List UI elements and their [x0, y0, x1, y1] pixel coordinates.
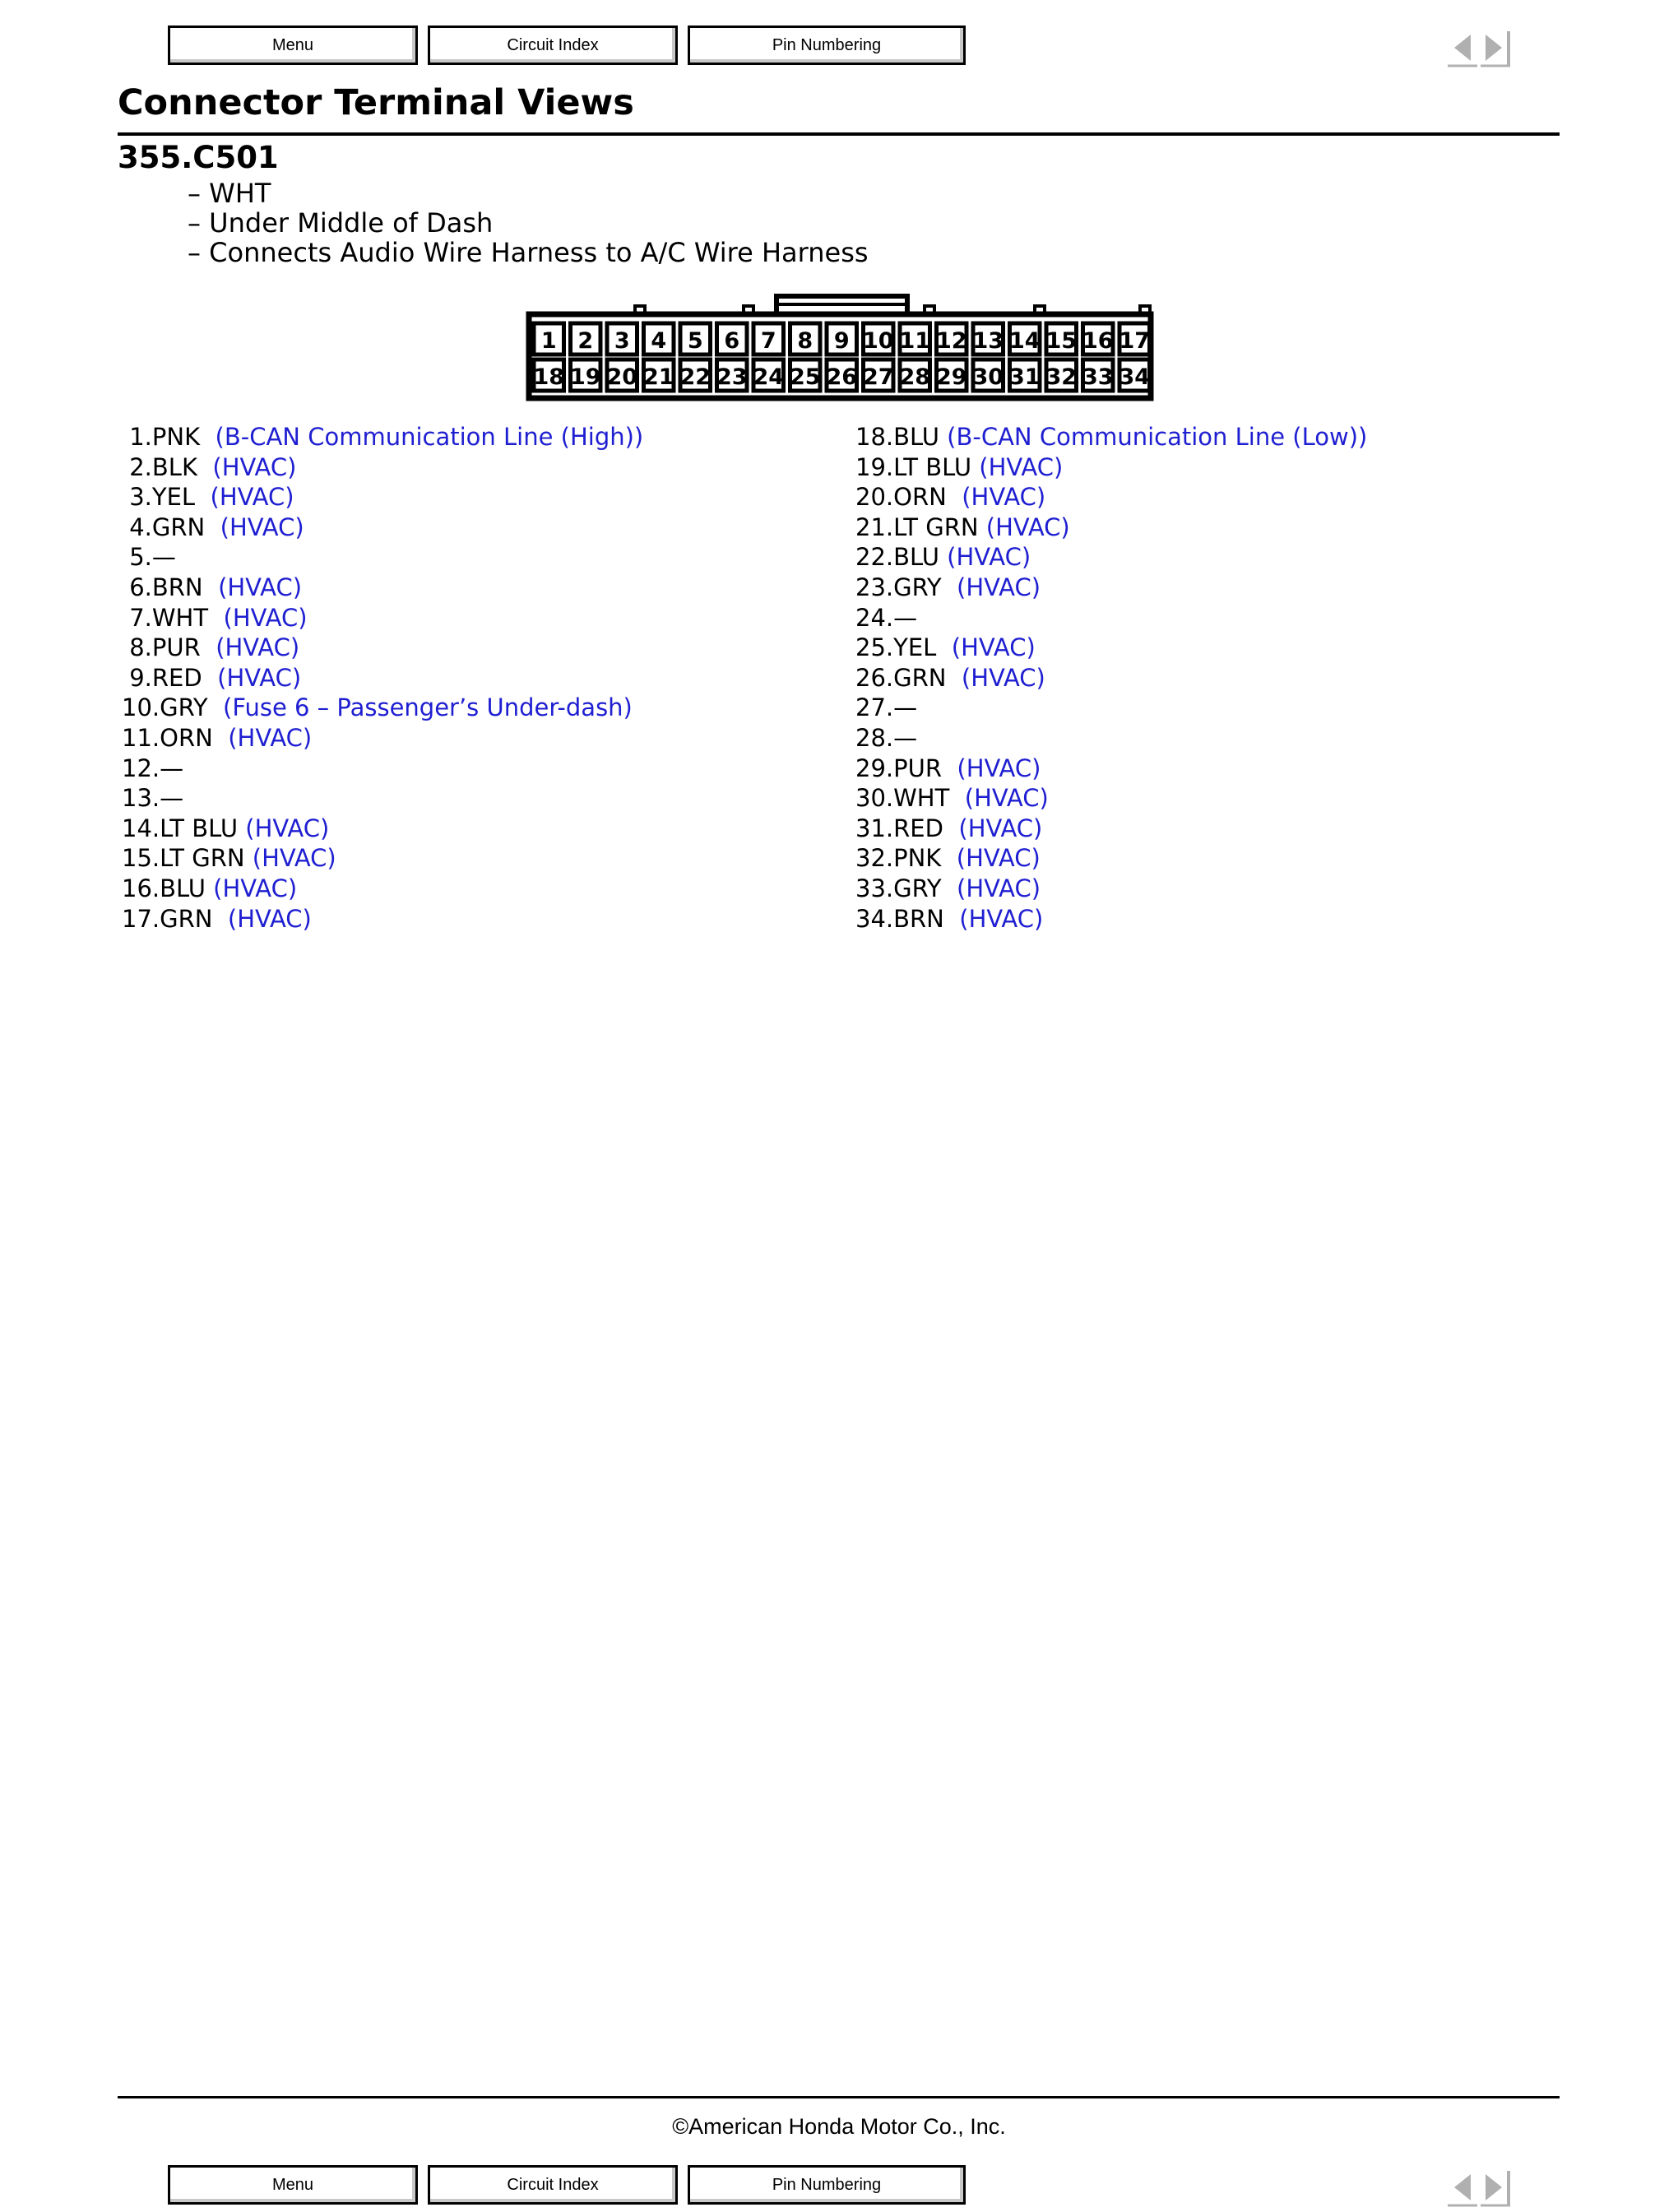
pin-entry — [855, 904, 1367, 934]
pin-wire-label: 15.LT GRN — [122, 844, 253, 873]
pin-entry — [122, 693, 643, 723]
pin-wire-label: 20.ORN — [855, 483, 962, 512]
pin-wire-label: 7.WHT — [122, 603, 224, 632]
pin-circuit-link[interactable]: (HVAC) — [252, 844, 336, 873]
pin-number: 23 — [716, 364, 748, 390]
pin-number: 26 — [826, 364, 858, 390]
pin-entry — [122, 723, 643, 754]
pin-number: 2 — [577, 328, 594, 354]
pin-wire-label: 25.YEL — [855, 633, 952, 662]
pin-entry — [122, 482, 643, 512]
pin-wire-label: 34.BRN — [855, 904, 960, 933]
pin-number: 11 — [899, 328, 931, 354]
pin-circuit-link[interactable]: (HVAC) — [958, 814, 1043, 842]
page-title: Connector Terminal Views — [118, 82, 634, 123]
pin-entry — [855, 542, 1367, 573]
pin-entry — [855, 814, 1367, 844]
pin-entry — [122, 452, 643, 483]
pin-number: 29 — [935, 364, 967, 390]
pin-circuit-link[interactable]: (B-CAN Communication Line (Low)) — [947, 423, 1368, 451]
pin-entry — [855, 874, 1367, 904]
pin-entry — [855, 843, 1367, 874]
pin-wire-label: 8.PUR — [122, 633, 216, 662]
pin-number: 27 — [862, 364, 894, 390]
pin-wire-label: 32.PNK — [855, 844, 957, 873]
pin-number: 34 — [1119, 364, 1151, 390]
pin-number: 6 — [724, 328, 740, 354]
pin-wire-label: 5.— — [122, 543, 176, 572]
pin-wire-label: 30.WHT — [855, 784, 965, 813]
pin-number: 21 — [642, 364, 674, 390]
pin-entry — [855, 452, 1367, 483]
circuit-index-button[interactable]: Circuit Index — [428, 2165, 678, 2205]
connector-id: 355.C501 — [118, 140, 279, 175]
pin-entry — [855, 693, 1367, 723]
pin-circuit-link[interactable]: (HVAC) — [217, 663, 302, 692]
bottom-nav-bar — [168, 2165, 1073, 2208]
pin-circuit-link[interactable]: (HVAC) — [245, 814, 330, 842]
copyright: ©American Honda Motor Co., Inc. — [672, 2114, 1006, 2139]
pin-circuit-link[interactable]: (HVAC) — [218, 573, 303, 601]
footer-divider — [118, 2096, 1560, 2098]
pin-entry — [855, 754, 1367, 784]
pin-wire-label: 26.GRN — [855, 663, 962, 692]
pin-circuit-link[interactable]: (HVAC) — [223, 603, 308, 632]
pin-circuit-link[interactable]: (HVAC) — [957, 874, 1041, 902]
pin-circuit-link[interactable]: (HVAC) — [213, 874, 298, 902]
pin-entry — [122, 754, 643, 784]
pin-circuit-link[interactable]: (B-CAN Communication Line (High)) — [215, 423, 644, 451]
pin-wire-label: 18.BLU — [855, 423, 948, 451]
pin-entry — [122, 904, 643, 934]
pin-number: 31 — [1008, 364, 1041, 390]
pin-number: 7 — [760, 328, 776, 354]
pin-number: 17 — [1119, 328, 1151, 354]
pin-wire-label: 29.PUR — [855, 754, 957, 782]
pin-circuit-link[interactable]: (Fuse 6 – Passenger’s Under-dash) — [223, 693, 633, 722]
pin-wire-label: 2.BLK — [122, 452, 213, 481]
pin-numbering-button[interactable]: Pin Numbering — [688, 2165, 966, 2205]
pin-circuit-link[interactable]: (HVAC) — [228, 723, 313, 752]
pin-number: 20 — [606, 364, 638, 390]
connector-connects: – Connects Audio Wire Harness to A/C Wire Harness — [188, 237, 869, 268]
pin-list-right — [855, 422, 1367, 934]
pin-number: 18 — [533, 364, 565, 390]
pin-wire-label: 4.GRN — [122, 512, 220, 541]
pin-wire-label: 31.RED — [855, 814, 959, 842]
pin-number: 30 — [972, 364, 1004, 390]
pin-wire-label: 3.YEL — [122, 483, 211, 512]
connector-diagram — [0, 0, 1678, 428]
pin-entry — [122, 573, 643, 603]
pin-circuit-link[interactable]: (HVAC) — [962, 483, 1046, 512]
pin-entry — [855, 573, 1367, 603]
pin-circuit-link[interactable]: (HVAC) — [979, 452, 1064, 481]
pin-number: 15 — [1045, 328, 1078, 354]
pin-wire-label: 11.ORN — [122, 723, 229, 752]
pin-cells — [533, 323, 1150, 391]
pin-number: 5 — [687, 328, 703, 354]
pin-wire-label: 9.RED — [122, 663, 218, 692]
next-page-icon[interactable] — [1481, 2168, 1513, 2207]
pin-wire-label: 12.— — [122, 754, 184, 782]
pin-wire-label: 27.— — [855, 693, 918, 722]
pin-circuit-link[interactable]: (HVAC) — [956, 844, 1041, 873]
pin-entry — [855, 723, 1367, 754]
pin-number: 22 — [679, 364, 712, 390]
pin-numbering-button[interactable]: Pin Numbering — [688, 26, 966, 65]
pin-wire-label: 13.— — [122, 784, 184, 813]
pin-wire-label: 14.LT BLU — [122, 814, 246, 842]
pin-entry — [122, 422, 643, 452]
pin-wire-label: 33.GRY — [855, 874, 957, 902]
pin-wire-label: 17.GRN — [122, 904, 228, 933]
pin-wire-label: 10.GRY — [122, 693, 224, 722]
pin-entry — [122, 512, 643, 543]
pin-number: 12 — [935, 328, 967, 354]
pin-circuit-link[interactable]: (HVAC) — [216, 633, 300, 662]
pin-circuit-link[interactable]: (HVAC) — [985, 512, 1070, 541]
pin-circuit-link[interactable]: (HVAC) — [961, 663, 1045, 692]
connector-location: – Under Middle of Dash — [188, 207, 494, 239]
pin-number: 25 — [789, 364, 821, 390]
pin-circuit-link[interactable]: (HVAC) — [227, 904, 312, 933]
pin-number: 9 — [833, 328, 850, 354]
circuit-index-button[interactable]: Circuit Index — [428, 26, 678, 65]
pin-entry — [855, 603, 1367, 633]
pin-entry — [855, 783, 1367, 814]
pin-circuit-link[interactable]: (HVAC) — [959, 904, 1044, 933]
pin-entry — [122, 814, 643, 844]
pin-list-left — [122, 422, 643, 934]
pin-number: 4 — [651, 328, 667, 354]
pin-number: 32 — [1045, 364, 1078, 390]
pin-entry — [855, 422, 1367, 452]
connector-color: – WHT — [188, 178, 271, 209]
page-nav — [1446, 2168, 1515, 2207]
pin-entry — [122, 663, 643, 693]
pin-entry — [122, 874, 643, 904]
pin-entry — [122, 542, 643, 573]
prev-page-icon[interactable] — [1446, 2168, 1479, 2207]
pin-circuit-link[interactable]: (HVAC) — [212, 452, 297, 481]
pin-entry — [122, 783, 643, 814]
pin-circuit-link[interactable]: (HVAC) — [210, 483, 294, 512]
pin-wire-label: 19.LT BLU — [855, 452, 980, 481]
pin-entry — [855, 663, 1367, 693]
pin-wire-label: 24.— — [855, 603, 918, 632]
pin-number: 13 — [972, 328, 1004, 354]
pin-entry — [122, 603, 643, 633]
pin-wire-label: 6.BRN — [122, 573, 219, 601]
pin-wire-label: 1.PNK — [122, 423, 216, 451]
pin-number: 19 — [569, 364, 601, 390]
pin-entry — [855, 633, 1367, 663]
pin-wire-label: 23.GRY — [855, 573, 957, 601]
menu-button[interactable]: Menu — [168, 26, 418, 65]
pin-number: 28 — [899, 364, 931, 390]
pin-circuit-link[interactable]: (HVAC) — [964, 784, 1049, 813]
pin-number: 8 — [797, 328, 814, 354]
pin-entry — [122, 843, 643, 874]
pin-wire-label: 22.BLU — [855, 543, 948, 572]
pin-number: 3 — [614, 328, 630, 354]
pin-circuit-link[interactable]: (HVAC) — [951, 633, 1036, 662]
pin-entry — [855, 512, 1367, 543]
pin-circuit-link[interactable]: (HVAC) — [957, 573, 1041, 601]
pin-number: 10 — [862, 328, 894, 354]
pin-entry — [122, 633, 643, 663]
pin-wire-label: 21.LT GRN — [855, 512, 986, 541]
pin-wire-label: 28.— — [855, 723, 918, 752]
pin-circuit-link[interactable]: (HVAC) — [947, 543, 1031, 572]
pin-number: 33 — [1082, 364, 1114, 390]
pin-wire-label: 16.BLU — [122, 874, 214, 902]
pin-circuit-link[interactable]: (HVAC) — [957, 754, 1041, 782]
pin-number: 14 — [1008, 328, 1041, 354]
pin-entry — [855, 482, 1367, 512]
pin-number: 24 — [753, 364, 785, 390]
pin-circuit-link[interactable]: (HVAC) — [220, 512, 304, 541]
pin-number: 1 — [540, 328, 557, 354]
menu-button[interactable]: Menu — [168, 2165, 418, 2205]
pin-number: 16 — [1082, 328, 1114, 354]
